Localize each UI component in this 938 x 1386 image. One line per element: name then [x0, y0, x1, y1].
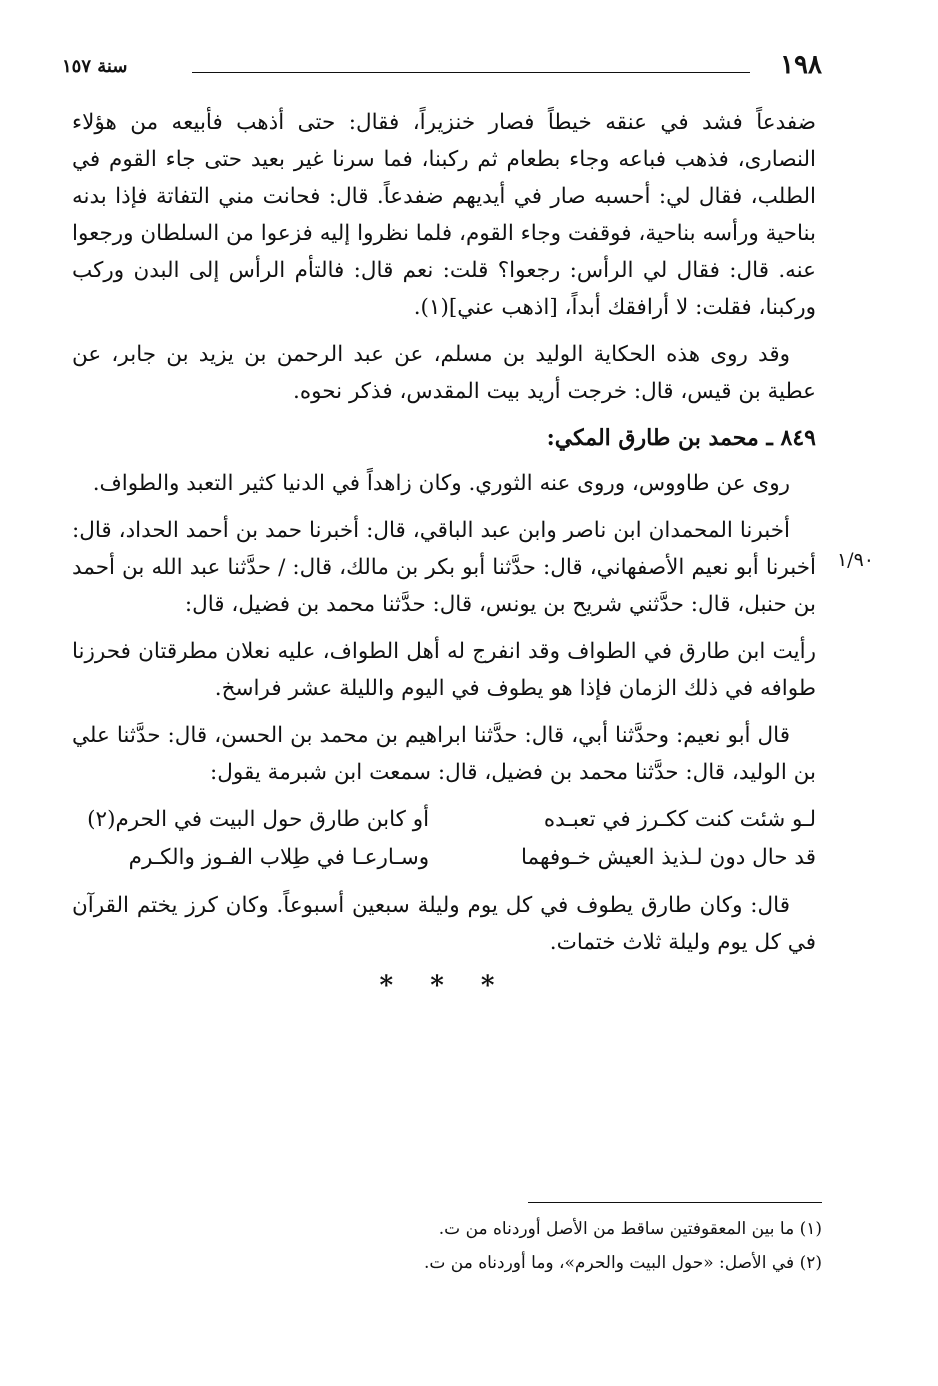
footnotes — [122, 1212, 822, 1280]
paragraph-report: رأيت ابن طارق في الطواف وقد انفرج له أهل الطواف، عليه نعلان مطرقتان فحرزنا طوافه في ذلك الزمان فإذا هو يطوف في اليوم والليلة عشر فراسخ. — [72, 639, 816, 701]
paragraph-story: ضفدعاً فشد في عنقه خيطاً فصار خنزيراً، فقال: حتى أذهب فأبيعه من هؤلاء النصارى، فذهب فباعه وجاء بطعام ثم ركبنا، فما سرنا غير بعيد حتى جاء القوم في الطلب، فقال لي: أحسبه صار في أيديهم ضفدعاً. قال: فحانت مني التفاتة فإذا بدنه بناحية ورأسه بناحية، فوقفت وجاء القوم، فلما نظروا إليه فزعوا من السلطان ورجعوا عنه. قال: فقال لي الرأس: رجعوا؟ قلت: نعم قال: فالتأم الرأس إلى البدن وركب وركبنا، فقلت: لا أرافقك أبداً، [اذهب عني](١). — [72, 110, 816, 320]
paragraph-bio: روى عن طاووس، وروى عنه الثوري. وكان زاهداً في الدنيا كثير التعبد والطواف. — [92, 471, 790, 496]
footnote-2: (٢) في الأصل: «حول البيت والحرم»، وما أوردناه من ت. — [423, 1253, 822, 1273]
verse-line — [72, 839, 816, 877]
verse-second-hemistich: أو كابن طارق حول البيت في الحرم(٢) — [87, 807, 430, 832]
verse-first-hemistich: لـو شئت كنت ككـرز في تعبـده — [543, 807, 816, 832]
footnote-rule — [528, 1202, 822, 1203]
verse-line — [72, 801, 816, 839]
main-text — [72, 104, 874, 1015]
isnad-block — [72, 512, 874, 623]
paragraph-abu-nuaym: قال أبو نعيم: وحدَّثنا أبي، قال: حدَّثنا ابراهيم بن محمد بن الحسن، قال: حدَّثنا علي بن الوليد، قال: حدَّثنا محمد بن فضيل، قال: سمعت ابن شبرمة يقول: — [72, 723, 816, 785]
poem — [72, 801, 816, 877]
running-head: سنة ١٥٧ — [62, 56, 128, 77]
entry-heading: ٨٤٩ ـ محمد بن طارق المكي: — [546, 425, 816, 451]
verse-second-hemistich: وسـارعـا في طِلاب الفـوز والكـرم — [128, 845, 430, 870]
verse-first-hemistich: قد حال دون لـذيذ العيش خـوفهما — [520, 845, 816, 870]
paragraph-closing: قال: وكان طارق يطوف في كل يوم وليلة سبعين أسبوعاً. وكان كرز يختم القرآن في كل يوم وليلة ثلاث ختمات. — [72, 893, 816, 955]
page-header — [62, 50, 822, 90]
footnote-1: (١) ما بين المعقوفتين ساقط من الأصل أوردناه من ت. — [438, 1219, 822, 1239]
paragraph-narration: وقد روى هذه الحكاية الوليد بن مسلم، عن عبد الرحمن بن يزيد بن جابر، عن عطية بن قيس، قال: خرجت أريد بيت المقدس، فذكر نحوه. — [72, 342, 816, 404]
header-rule — [192, 72, 750, 73]
margin-folio-note: ١/٩٠ — [836, 549, 874, 571]
section-separator: * * * — [379, 971, 509, 1001]
page-number: ١٩٨ — [780, 50, 822, 80]
paragraph-isnad: أخبرنا المحمدان ابن ناصر وابن عبد الباقي، قال: أخبرنا حمد بن أحمد الحداد، قال: أخبرنا أبو نعيم الأصفهاني، قال: حدَّثنا أبو بكر بن مالك، قال: / حدَّثنا عبد الله بن أحمد بن حنبل، قال: حدَّثني شريح بن يونس، قال: حدَّثنا محمد بن فضيل، قال: — [72, 518, 816, 617]
